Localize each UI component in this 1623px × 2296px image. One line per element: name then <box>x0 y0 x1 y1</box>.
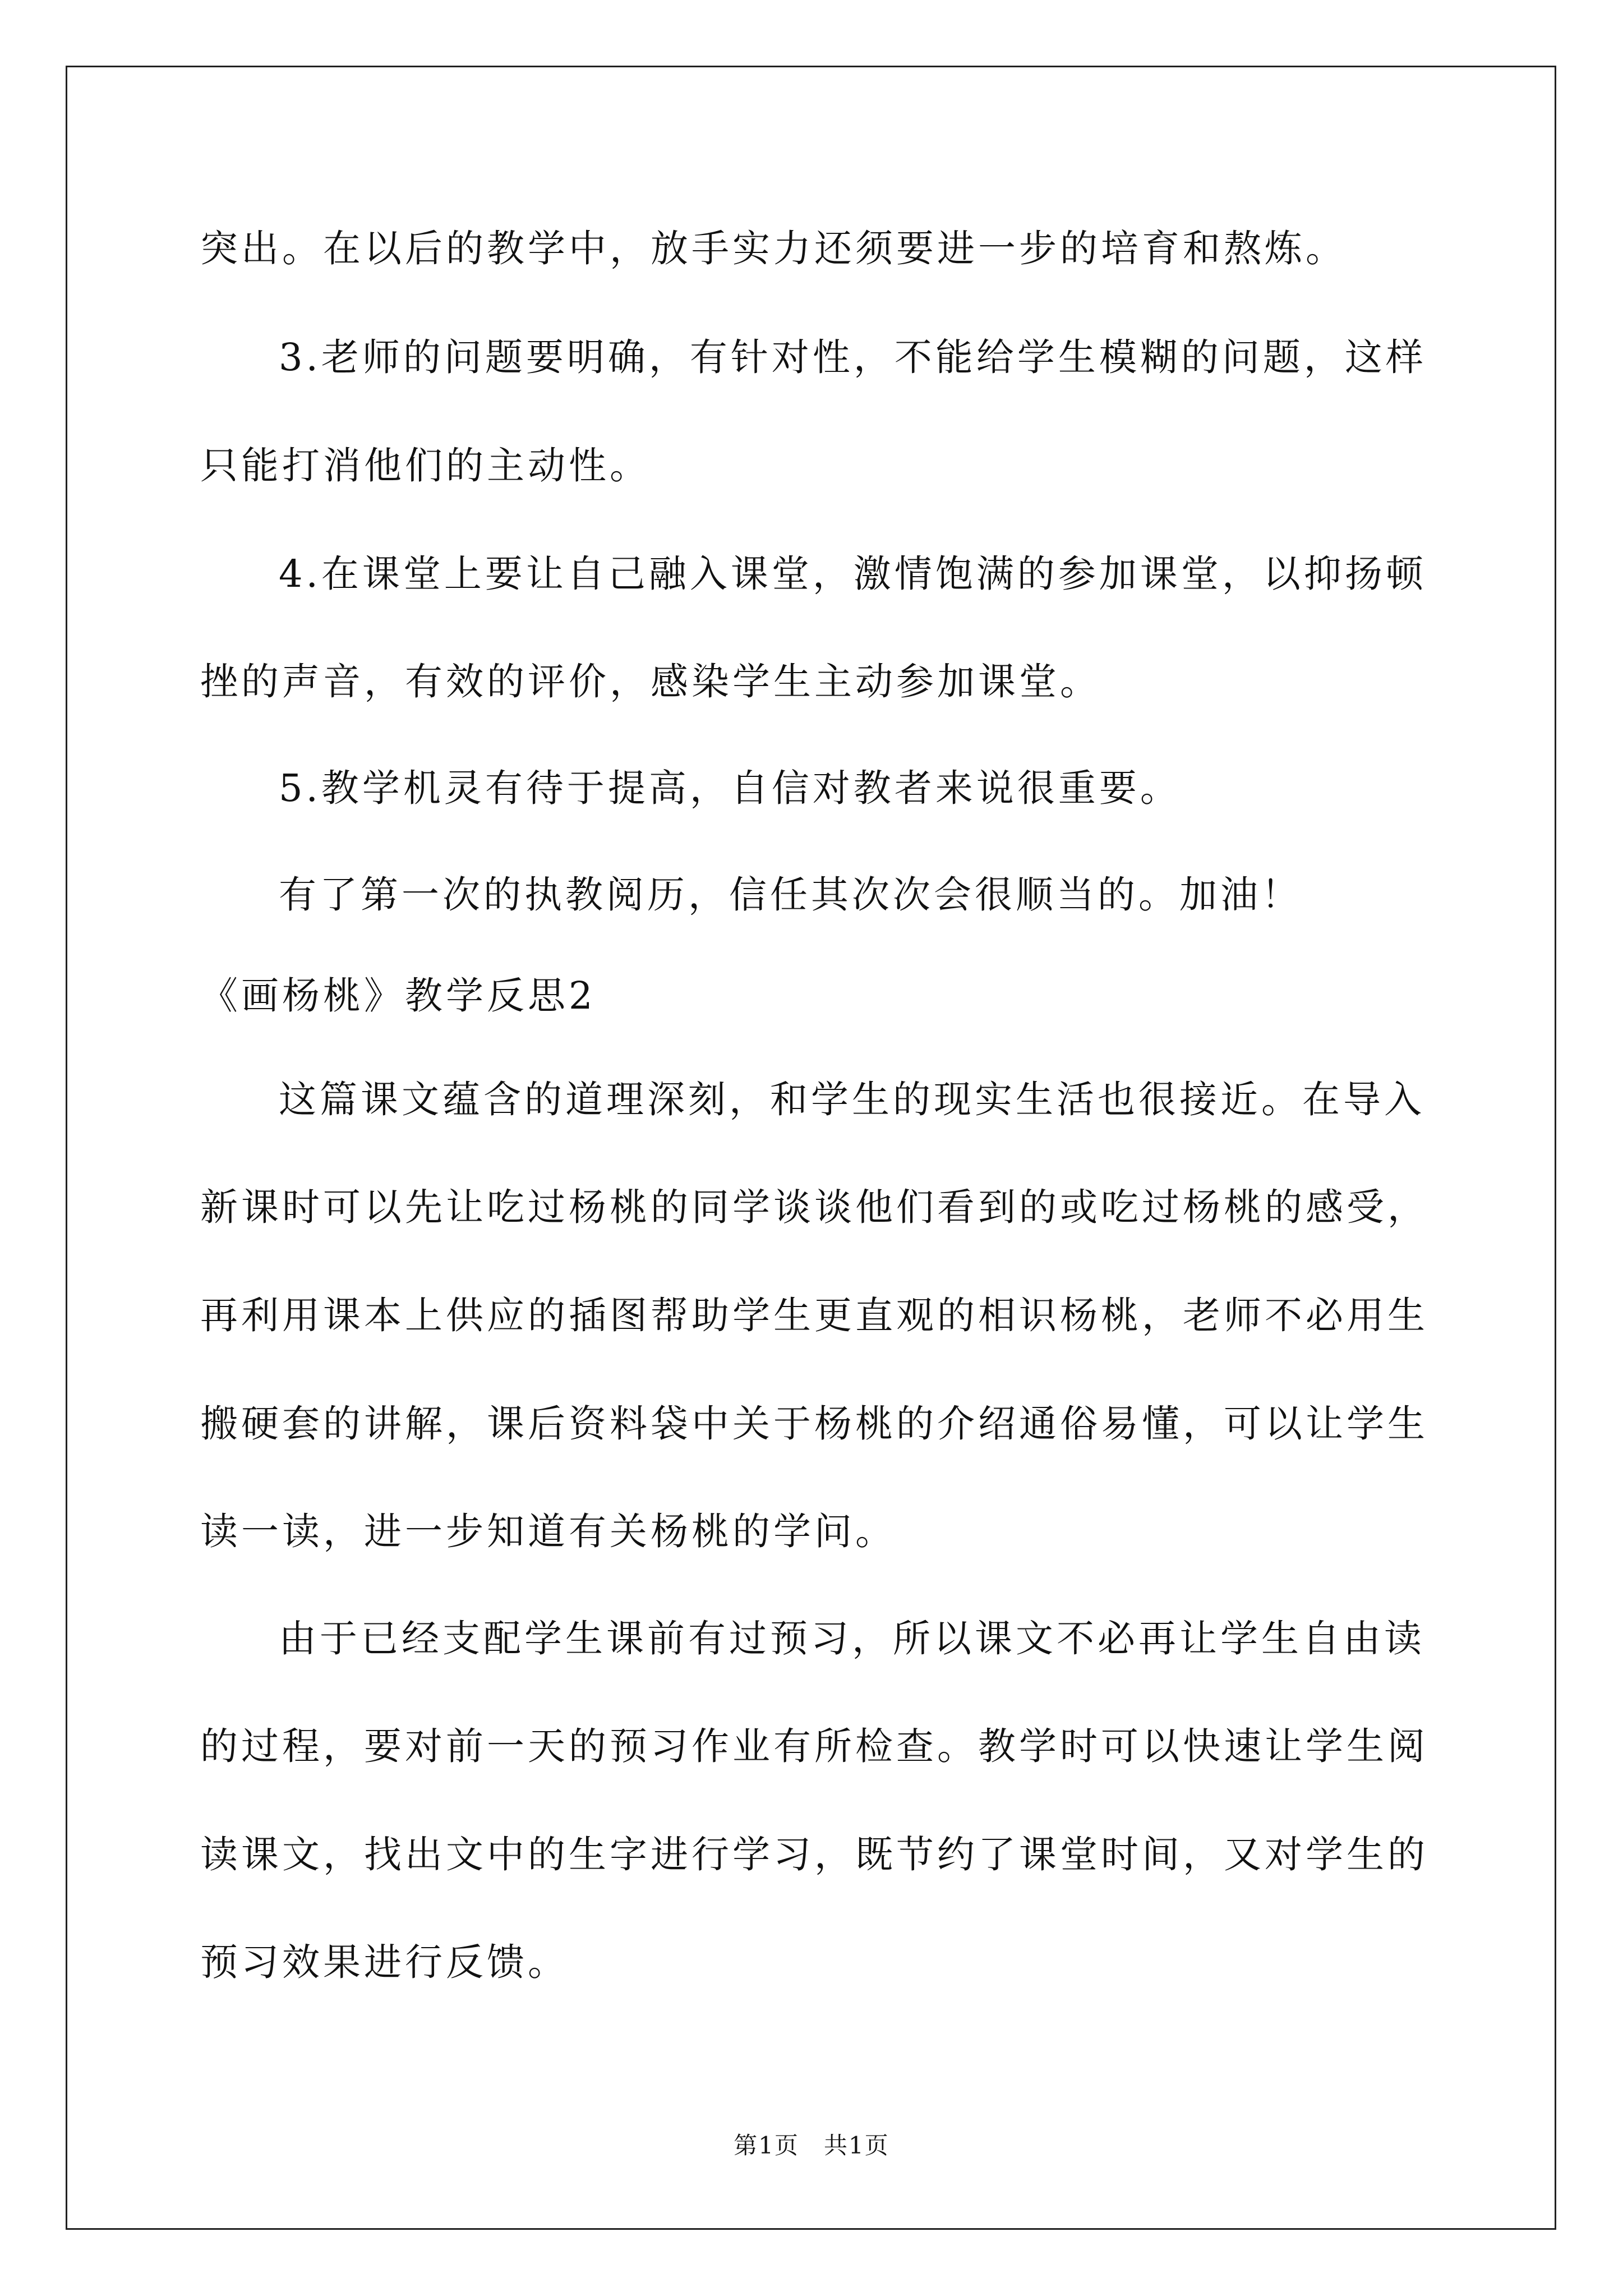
paragraph-line: 的过程，要对前一天的预习作业有所检查。教学时可以快速让学生阅 <box>200 1724 1428 1768</box>
paragraph-line: 读一读，进一步知道有关杨桃的学问。 <box>200 1510 896 1553</box>
paragraph-line: 再利用课本上供应的插图帮助学生更直观的相识杨桃，老师不必用生 <box>200 1294 1428 1337</box>
page-footer: 第1页 共1页 <box>734 2132 889 2159</box>
paragraph-line: 这篇课文蕴含的道理深刻，和学生的现实生活也很接近。在导入 <box>279 1078 1425 1121</box>
paragraph-line: 4.在课堂上要让自己融入课堂，激情饱满的参加课堂，以抑扬顿 <box>279 552 1427 596</box>
page-border <box>66 66 1556 2230</box>
paragraph-line: 挫的声音，有效的评价，感染学生主动参加课堂。 <box>200 660 1101 703</box>
paragraph-line: 5.教学机灵有待于提高，自信对教者来说很重要。 <box>279 766 1181 810</box>
paragraph-line: 新课时可以先让吃过杨桃的同学谈谈他们看到的或吃过杨桃的感受， <box>200 1185 1428 1229</box>
paragraph-line: 预习效果进行反馈。 <box>200 1940 569 1984</box>
paragraph-line: 3.老师的问题要明确，有针对性，不能给学生模糊的问题，这样 <box>279 335 1427 379</box>
paragraph-line: 读课文，找出文中的生字进行学习，既节约了课堂时间，又对学生的 <box>200 1833 1428 1876</box>
paragraph-line: 突出。在以后的教学中，放手实力还须要进一步的培育和熬炼。 <box>200 227 1347 270</box>
paragraph-line: 只能打消他们的主动性。 <box>200 444 651 487</box>
paragraph-line: 有了第一次的执教阅历，信任其次次会很顺当的。加油！ <box>279 873 1302 917</box>
section-heading: 《画杨桃》教学反思2 <box>200 974 596 1018</box>
paragraph-line: 搬硬套的讲解，课后资料袋中关于杨桃的介绍通俗易懂，可以让学生 <box>200 1402 1428 1446</box>
paragraph-line: 由于已经支配学生课前有过预习，所以课文不必再让学生自由读 <box>279 1617 1425 1660</box>
